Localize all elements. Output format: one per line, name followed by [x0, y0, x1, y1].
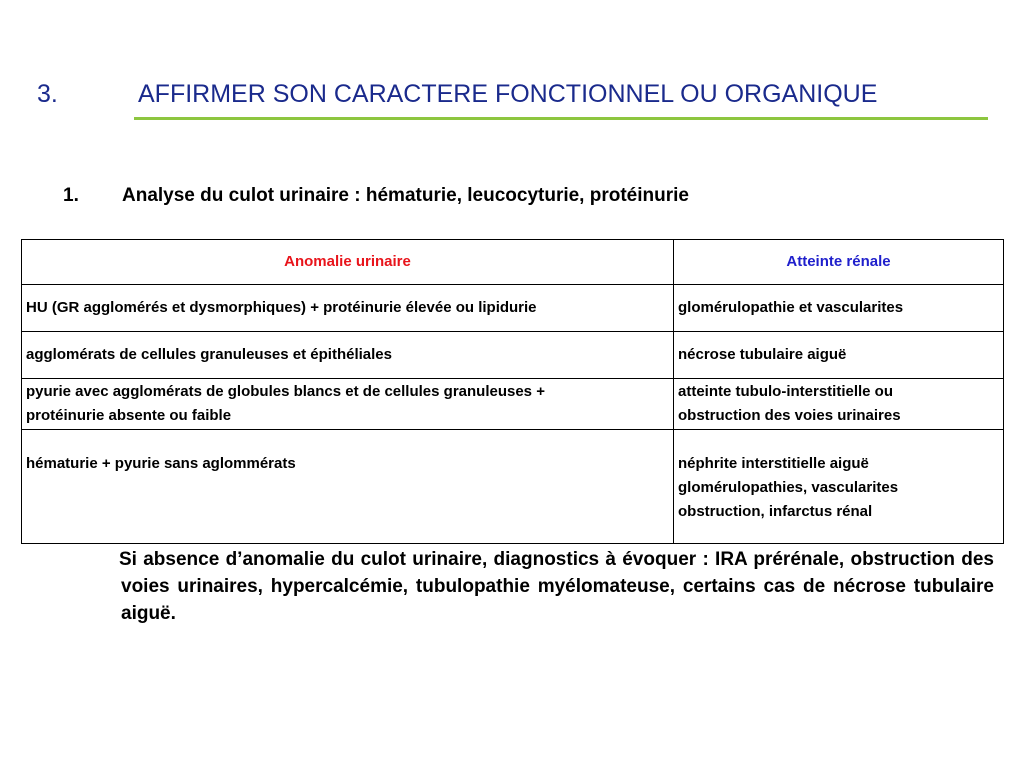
table-row — [22, 285, 1004, 332]
header-anomalie: Anomalie urinaire — [22, 240, 674, 285]
title-number: 3. — [37, 80, 58, 108]
header-atteinte: Atteinte rénale — [674, 240, 1004, 285]
table-row — [22, 430, 1004, 544]
cell-anomalie: agglomérats de cellules granuleuses et épithéliales — [22, 332, 674, 379]
cell-anomalie: hématurie + pyurie sans aglommérats — [22, 430, 674, 544]
table-header-row — [22, 240, 1004, 285]
slide-title — [37, 80, 997, 112]
cell-atteinte: atteinte tubulo-interstitielle ou obstruction des voies urinaires — [674, 379, 1004, 430]
subheading-text: Analyse du culot urinaire : hématurie, leucocyturie, protéinurie — [122, 185, 689, 206]
subheading-number: 1. — [63, 185, 79, 206]
table-row — [22, 379, 1004, 430]
cell-atteinte: glomérulopathie et vascularites — [674, 285, 1004, 332]
cell-atteinte: nécrose tubulaire aiguë — [674, 332, 1004, 379]
title-underline — [134, 117, 988, 120]
title-text: AFFIRMER SON CARACTERE FONCTIONNEL OU ORGANIQUE — [138, 80, 878, 108]
cell-anomalie: HU (GR agglomérés et dysmorphiques) + protéinurie élevée ou lipidurie — [22, 285, 674, 332]
cell-atteinte: néphrite interstitielle aiguë glomérulopathies, vascularites obstruction, infarctus rénal — [674, 430, 1004, 544]
summary-paragraph: Si absence d’anomalie du culot urinaire, diagnostics à évoquer : IRA prérénale, obstruction des voies urinaires, hypercalcémie, tubulopathie myélomateuse, certains cas de nécrose tubulaire aiguë. — [119, 549, 994, 624]
cell-anomalie: pyurie avec agglomérats de globules blancs et de cellules granuleuses + protéinurie absente ou faible — [22, 379, 674, 430]
table-row — [22, 332, 1004, 379]
urinalysis-table — [21, 239, 1004, 544]
